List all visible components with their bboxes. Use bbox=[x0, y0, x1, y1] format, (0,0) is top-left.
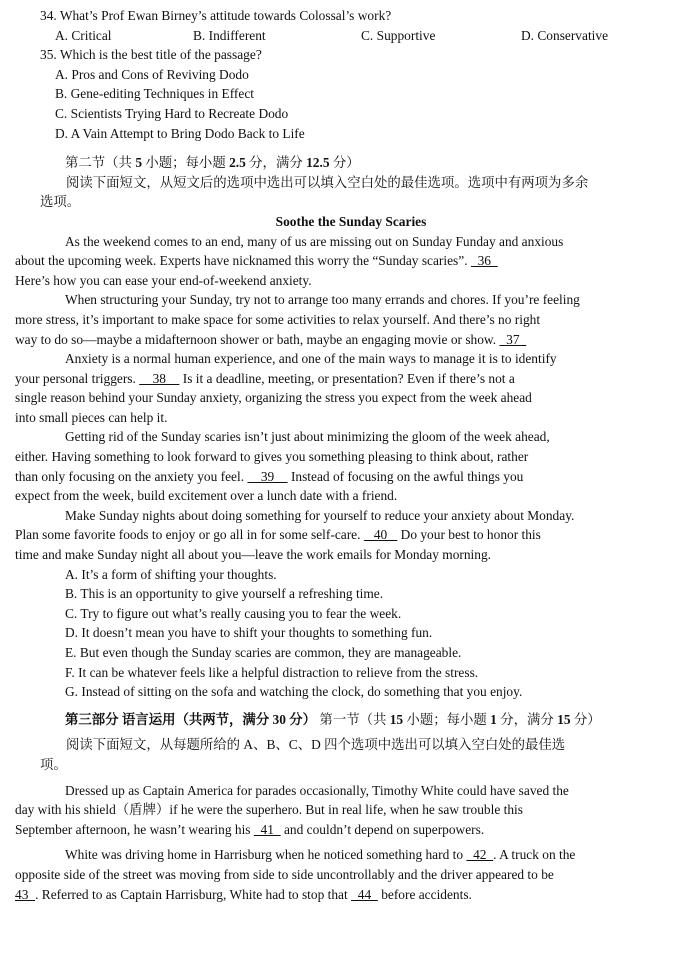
option-c: C. Try to figure out what’s really causing you to fear the week. bbox=[65, 605, 402, 621]
option-e: E. But even though the Sunday scaries are common, they are manageable. bbox=[65, 645, 462, 660]
blank-38[interactable]: 38 bbox=[139, 370, 180, 386]
question-34-option-a: A. Critical bbox=[55, 27, 112, 43]
section-2-instructions bbox=[40, 173, 662, 212]
paragraph-line: about the upcoming week. Experts have nicknamed this worry the “Sunday scaries”. bbox=[15, 253, 471, 269]
option-a: A. It’s a form of shifting your thoughts. bbox=[65, 566, 277, 582]
section-2-total-score: 12.5 bbox=[306, 155, 330, 171]
paragraph-line: into small pieces can help it. bbox=[15, 409, 168, 425]
paragraph-line: time and make Sunday night all about you—leave the work emails for Monday morning. bbox=[15, 547, 492, 563]
question-34-stem: 34. What’s Prof Ewan Birney’s attitude towards Colossal’s work? bbox=[40, 8, 392, 23]
part-3-instructions bbox=[40, 735, 662, 774]
paragraph-line: Is it a deadline, meeting, or presentation? Even if there’s not a bbox=[179, 370, 515, 386]
question-35-option-d: D. A Vain Attempt to Bring Dodo Back to Life bbox=[55, 125, 305, 141]
question-34-options bbox=[40, 26, 662, 46]
part-3-subtitle: 分） bbox=[570, 711, 601, 727]
paragraph-line: Do your best to honor this bbox=[397, 527, 541, 543]
paragraph-line: As the weekend comes to an end, many of us are missing out on Sunday Funday and anxious bbox=[65, 233, 564, 249]
paragraph-line: . Referred to as Captain Harrisburg, White had to stop that bbox=[35, 886, 352, 902]
paragraph-4 bbox=[15, 427, 662, 505]
question-35-option-a: A. Pros and Cons of Reviving Dodo bbox=[55, 66, 249, 82]
paragraph-line: before accidents. bbox=[377, 886, 472, 902]
paragraph-line: . A truck on the bbox=[493, 847, 576, 863]
question-35-option-b: B. Gene-editing Techniques in Effect bbox=[55, 86, 254, 102]
part-3-instruction-line: 阅读下面短文，从每题所给的 A、B、C、D 四个选项中选出可以填入空白处的最佳选 bbox=[66, 737, 566, 753]
paragraph-line: September afternoon, he wasn’t wearing his bbox=[15, 821, 254, 837]
blank-39[interactable]: 39 bbox=[247, 468, 288, 484]
part-3-total-score: 15 bbox=[557, 711, 571, 727]
cloze-paragraph-1 bbox=[15, 781, 662, 840]
blank-42[interactable]: 42 bbox=[466, 847, 494, 863]
paragraph-line: more stress, it’s important to make space for some activities to relax yourself. And there’s no right bbox=[15, 311, 541, 327]
paragraph-line: Anxiety is a normal human experience, and one of the main ways to manage it is to identify bbox=[65, 351, 557, 367]
part-3-heading bbox=[40, 710, 662, 730]
paragraph-3 bbox=[15, 349, 662, 427]
paragraph-line: single reason behind your Sunday anxiety, organizing the stress you expect from the week ahead bbox=[15, 390, 532, 406]
part-3-instruction-line: 项。 bbox=[40, 756, 67, 772]
section-2-heading-text: 小题；每小题 bbox=[142, 155, 230, 171]
question-34-option-b: B. Indifferent bbox=[193, 27, 266, 43]
section-2-per-score: 2.5 bbox=[229, 155, 246, 171]
option-f: F. It can be whatever feels like a helpful distraction to relieve from the stress. bbox=[65, 664, 479, 680]
section-2-instruction-line: 选项。 bbox=[40, 194, 81, 210]
section-2-heading-text: 分） bbox=[329, 155, 360, 171]
blank-40[interactable]: 40 bbox=[363, 527, 398, 543]
section-2-heading-text: 第二节（共 bbox=[65, 155, 136, 171]
paragraph-line: Here’s how you can ease your end-of-weekend anxiety. bbox=[15, 272, 312, 288]
paragraph-line: Dressed up as Captain America for parades occasionally, Timothy White could have saved the bbox=[65, 782, 569, 798]
question-34-option-d: D. Conservative bbox=[521, 27, 609, 43]
question-34-option-c: C. Supportive bbox=[361, 27, 436, 43]
section-2-heading-text: 分，满分 bbox=[245, 155, 307, 171]
blank-36[interactable]: 36 bbox=[470, 253, 498, 269]
question-35-option-c: C. Scientists Trying Hard to Recreate Dodo bbox=[55, 105, 289, 121]
section-2-options bbox=[40, 565, 662, 702]
passage-title: Soothe the Sunday Scaries bbox=[275, 213, 427, 229]
part-3-subtitle: 分，满分 bbox=[496, 711, 558, 727]
paragraph-5 bbox=[15, 506, 662, 565]
paragraph-line: either. Having something to look forward to gives you something pleasing to think about, rather bbox=[15, 449, 529, 465]
paragraph-line: than only focusing on the anxiety you feel. bbox=[15, 468, 248, 484]
paragraph-line: Getting rid of the Sunday scaries isn’t just about minimizing the gloom of the week ahead, bbox=[65, 429, 550, 445]
paragraph-line: your personal triggers. bbox=[15, 370, 140, 386]
option-g: G. Instead of sitting on the sofa and watching the clock, do something that you enjoy. bbox=[65, 684, 523, 700]
paragraph-line: and couldn’t depend on superpowers. bbox=[280, 821, 485, 837]
paragraph-line: When structuring your Sunday, try not to arrange too many errands and chores. If you’re feeling bbox=[65, 292, 580, 308]
part-3-count: 15 bbox=[389, 711, 404, 727]
option-b: B. This is an opportunity to give yourself a refreshing time. bbox=[65, 586, 384, 602]
paragraph-line: opposite side of the street was moving from side to side uncontrollably and the driver appeared to be bbox=[15, 866, 554, 882]
paragraph-1 bbox=[15, 232, 662, 291]
question-35-stem: 35. Which is the best title of the passage? bbox=[40, 47, 262, 63]
section-2-instruction-line: 阅读下面短文，从短文后的选项中选出可以填入空白处的最佳选项。选项中有两项为多余 bbox=[66, 174, 589, 190]
blank-37[interactable]: 37 bbox=[499, 331, 527, 347]
paragraph-line: Make Sunday nights about doing something for yourself to reduce your anxiety about Monday. bbox=[65, 507, 575, 523]
section-2-heading bbox=[40, 153, 662, 173]
blank-43[interactable]: 43 bbox=[15, 886, 36, 902]
blank-44[interactable]: 44 bbox=[351, 886, 378, 902]
cloze-paragraph-2 bbox=[15, 845, 662, 904]
paragraph-line: day with his shield（盾牌）if he were the superhero. But in real life, when he saw trouble this bbox=[15, 802, 523, 818]
blank-41[interactable]: 41 bbox=[253, 821, 281, 837]
paragraph-line: Instead of focusing on the awful things you bbox=[287, 468, 524, 484]
paragraph-line: expect from the week, build excitement over a lunch date with a friend. bbox=[15, 488, 398, 504]
paragraph-line: Plan some favorite foods to enjoy or go all in for some self-care. bbox=[15, 527, 364, 543]
option-d: D. It doesn’t mean you have to shift your thoughts to something fun. bbox=[65, 625, 433, 641]
paragraph-line: way to do so—maybe a midafternoon shower or bath, maybe an engaging movie or show. bbox=[15, 331, 500, 347]
paragraph-2 bbox=[15, 290, 662, 349]
part-3-per-score: 1 bbox=[490, 711, 497, 727]
part-3-title: 第三部分 语言运用（共两节，满分 30 分） bbox=[65, 711, 317, 727]
question-35 bbox=[40, 45, 662, 143]
part-3-subtitle: 小题；每小题 bbox=[403, 711, 491, 727]
section-2-count: 5 bbox=[135, 155, 143, 171]
part-3-subtitle: 第一节（共 bbox=[316, 711, 390, 727]
paragraph-line: White was driving home in Harrisburg when he noticed something hard to bbox=[65, 847, 467, 863]
question-34 bbox=[40, 6, 662, 45]
